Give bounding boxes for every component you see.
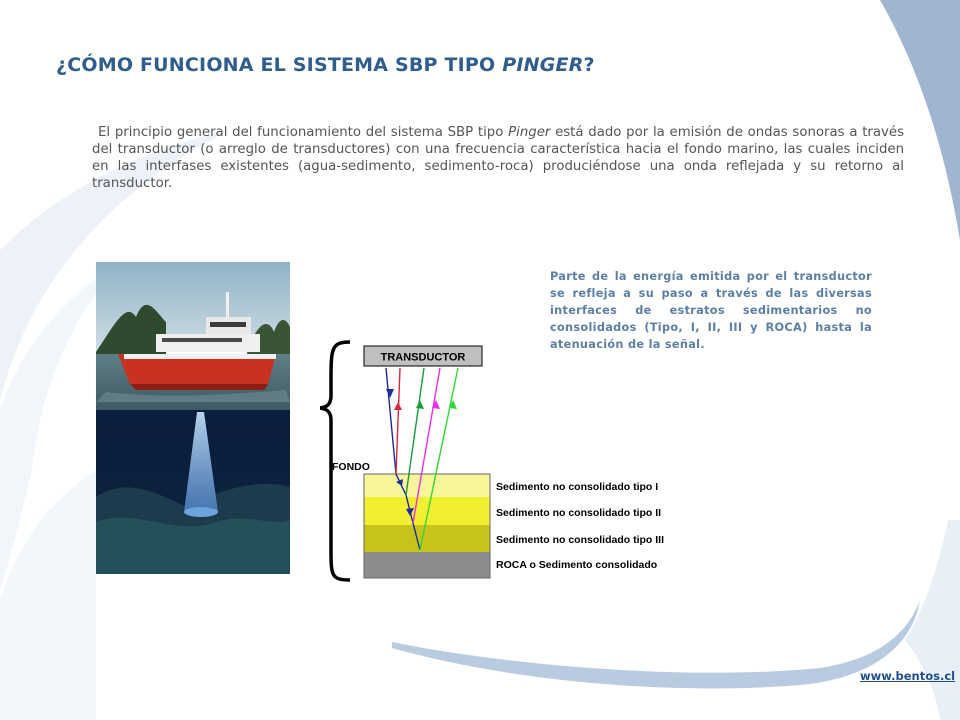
intro-text-start: El principio general del funcionamiento del sistema SBP tipo <box>98 125 509 140</box>
intro-paragraph <box>92 124 904 192</box>
layer-sediment-type-1 <box>364 474 490 497</box>
layer-sediment-type-2 <box>364 497 490 525</box>
survey-vessel-photo <box>96 262 290 574</box>
layer-label-type-1: Sedimento no consolidado tipo I <box>496 481 659 493</box>
layer-label-type-2: Sedimento no consolidado tipo II <box>496 507 662 519</box>
reflected-ray-red-arrow <box>394 402 402 410</box>
reflection-diagram <box>320 338 700 586</box>
title-italic-word: PINGER <box>502 54 584 76</box>
reflected-ray-red <box>396 368 400 474</box>
transducer-label: TRANSDUCTOR <box>380 351 466 364</box>
layer-label-type-3: Sedimento no consolidado tipo III <box>496 534 664 546</box>
title-text: ¿CÓMO FUNCIONA EL SISTEMA SBP TIPO <box>56 54 503 76</box>
page-title <box>56 54 595 76</box>
website-link[interactable]: www.bentos.cl <box>860 669 956 683</box>
energy-caption: Parte de la energía emitida por el transductor se refleja a su paso a través de las diversas interfaces de estratos sedimentarios no consolidados (Tipo, I, II, III y ROCA) hasta la atenuación de la señal. <box>550 270 872 351</box>
incident-ray-arrow-1 <box>386 389 394 398</box>
reflected-ray-green-arrow <box>416 400 424 409</box>
layer-sediment-type-3 <box>364 525 490 552</box>
title-question-mark: ? <box>583 54 595 76</box>
seafloor-label: FONDO <box>332 461 370 473</box>
intro-text-end: está dado por la emisión de ondas sonoras a través del transductor (o arreglo de transductores) con una frecuencia característica hacia el fondo marino, las cuales inciden en las interfases existentes (agua-sedimento, sedimento-roca) produciéndose una onda reflejada y su retorno al transductor. <box>92 125 904 191</box>
layer-rock <box>364 552 490 578</box>
intro-italic-word: Pinger <box>508 125 551 140</box>
layer-label-rock: ROCA o Sedimento consolidado <box>496 559 658 571</box>
